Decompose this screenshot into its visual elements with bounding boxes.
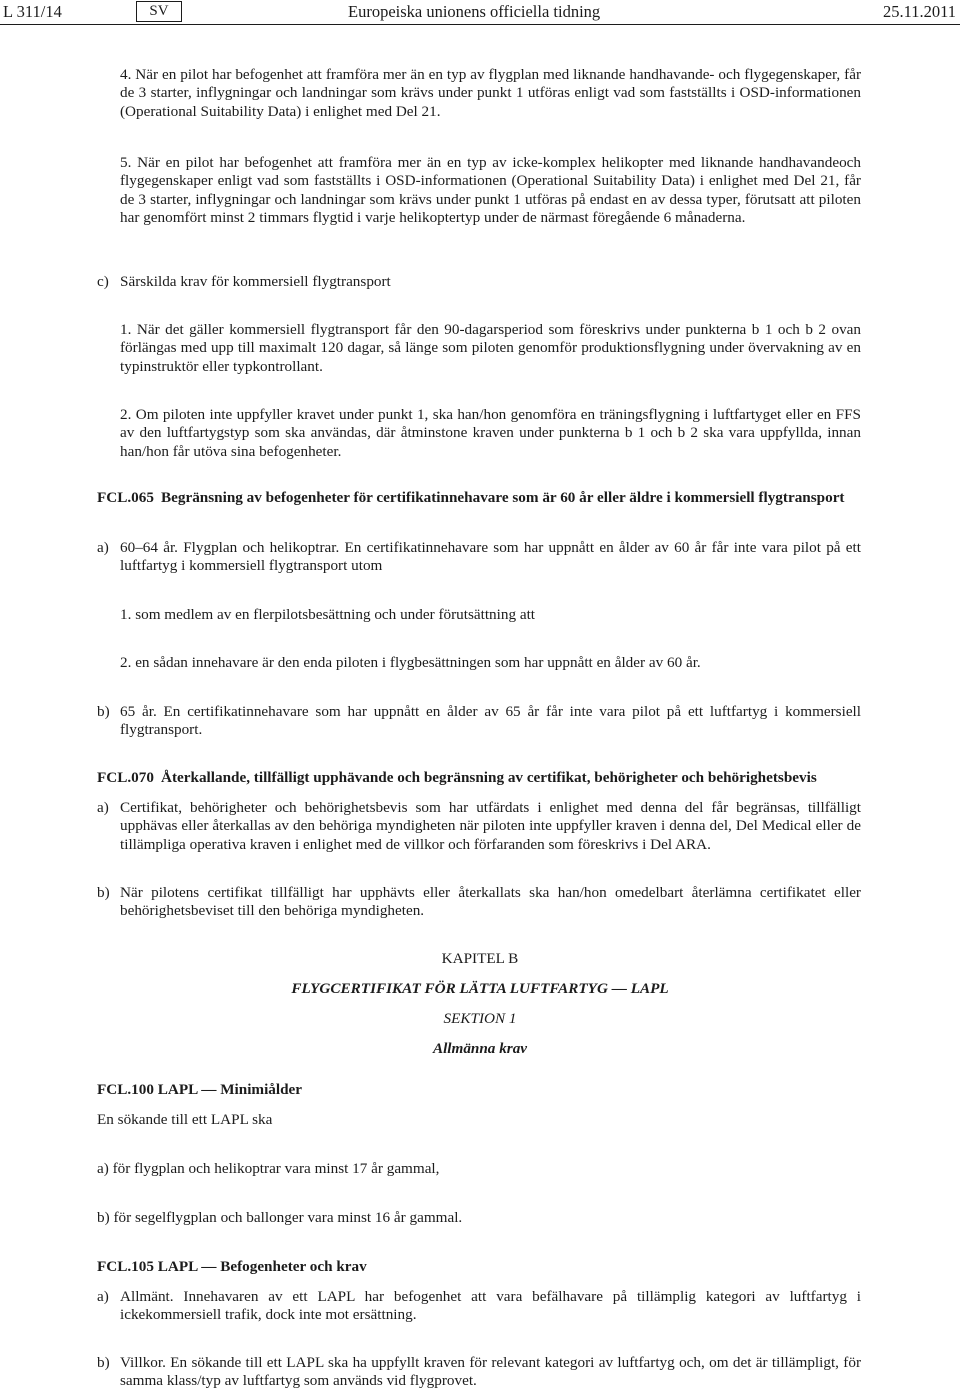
fcl065-title: Begränsning av befogenheter för certifikatinnehavare som är 60 år eller äldre i kommersiell flygtransport [161,489,845,506]
fcl105-heading: FCL.105 LAPL — Befogenheter och krav [97,1258,367,1275]
chapter-label: KAPITEL B [441,950,519,967]
fcl070-a-text: Certifikat, behörigheter och behörighetsbevis som har utfärdats i enlighet med denna del får begränsas, tillfälligt upphävas eller återkallas av den behöriga myndigheten när piloten inte uppfyller kraven i denna del, Del Medical eller de tillämpliga operativa kraven i enlighet med de villkor och förfaranden som föreskrivs i Del ARA. [120,799,861,853]
fcl070-code: FCL.070 [97,769,154,786]
subsection-c-title: Särskilda krav för kommersiell flygtransport [120,273,391,290]
fcl100-b: b) för segelflygplan och ballonger vara minst 16 år gammal. [97,1209,463,1226]
journal-title: Europeiska unionens officiella tidning [348,2,601,21]
fcl100-heading: FCL.100 LAPL — Minimiålder [97,1081,303,1098]
fcl105-b-text: Villkor. En sökande till ett LAPL ska ha uppfyllt kraven för relevant kategori av luftfartyg och, om det är tillämpligt, för samma klass/typ av luftfartyg som används vid flygprovet. [120,1354,861,1390]
fcl065-a-2: 2. en sådan innehavare är den enda piloten i flygbesättningen som har uppnått en ålder av 60 år. [120,654,701,671]
fcl070-b-text: När pilotens certifikat tillfälligt har upphävts eller återkallats ska han/hon omedelbart återlämna certifikatet eller behörighetsbeviset till den behöriga myndigheten. [120,884,861,920]
fcl105-a-marker: a) [97,1288,109,1305]
fcl105-b-marker: b) [97,1354,110,1371]
fcl065-b-text: 65 år. En certifikatinnehavare som har uppnått en ålder av 65 år får inte vara pilot på ett luftfartyg i kommersiell flygtransport. [120,703,861,739]
header-rule [0,24,960,25]
language-badge: SV [136,1,182,22]
chapter-title: FLYGCERTIFIKAT FÖR LÄTTA LUFTFARTYG — LAPL [291,980,669,997]
section-label: SEKTION 1 [443,1010,517,1027]
subsection-c-marker: c) [97,273,109,290]
paragraph-item-4: 4. När en pilot har befogenhet att framföra mer än en typ av flygplan med liknande handhavande- och flygegenskaper, får de 3 starter, inflygningar och landningar som krävs under punkt 1 utföras enligt vad som fastställts i OSD-informationen (Operational Suitability Data) i enlighet med Del 21. [120,66,861,120]
fcl065-a-1: 1. som medlem av en flerpilotsbesättning och under förutsättning att [120,606,536,623]
fcl100-a: a) för flygplan och helikoptrar vara minst 17 år gammal, [97,1160,440,1177]
fcl105-a-text: Allmänt. Innehavaren av ett LAPL har befogenhet att vara befälhavare på tillämplig kategori av luftfartyg i ickekommersiell trafik, dock inte mot ersättning. [120,1288,861,1324]
fcl070-b-marker: b) [97,884,110,901]
page-reference: L 311/14 [3,2,62,21]
paragraph-c-2: 2. Om piloten inte uppfyller kravet under punkt 1, ska han/hon genomföra en träningsflygning i luftfartyget eller en FFS av den luftfartygstyp som ska användas, där åtminstone kraven under punkterna b 1 och b 2 ska vara uppfyllda, innan han/hon får utöva sina befogenheter. [120,406,861,460]
fcl100-intro: En sökande till ett LAPL ska [97,1111,273,1128]
fcl065-code: FCL.065 [97,489,154,506]
fcl065-b-marker: b) [97,703,110,720]
fcl065-a-text: 60–64 år. Flygplan och helikoptrar. En certifikatinnehavare som har uppnått en ålder av 60 år får inte vara pilot på ett luftfartyg i kommersiell flygtransport utom [120,539,861,575]
publication-date: 25.11.2011 [882,2,956,21]
fcl070-title: Återkallande, tillfälligt upphävande och begränsning av certifikat, behörigheter och behörighetsbevis [161,769,817,786]
fcl065-a-marker: a) [97,539,109,556]
paragraph-c-1: 1. När det gäller kommersiell flygtransport får den 90-dagarsperiod som föreskrivs under punkterna b 1 och b 2 ovan förlängas med upp till maximalt 120 dagar, så länge som piloten genomför produktionsflygning under övervakning av en typinstruktör eller typkontrollant. [120,321,861,375]
paragraph-item-5: 5. När en pilot har befogenhet att framföra mer än en typ av icke-komplex helikopter med liknande handhavandeoch flygegenskaper enligt vad som fastställts i OSD-informationen (Operational Suitability Data) i enlighet med Del 21, får de 3 starter, inflygningar och landningar som krävs under punkt 1 utföras på endast en av dessa typer, förutsatt att piloten har genomfört minst 2 timmars flygtid i varje helikoptertyp under de närmast föregående 6 månaderna. [120,154,861,227]
section-title: Allmänna krav [432,1040,528,1057]
fcl070-a-marker: a) [97,799,109,816]
